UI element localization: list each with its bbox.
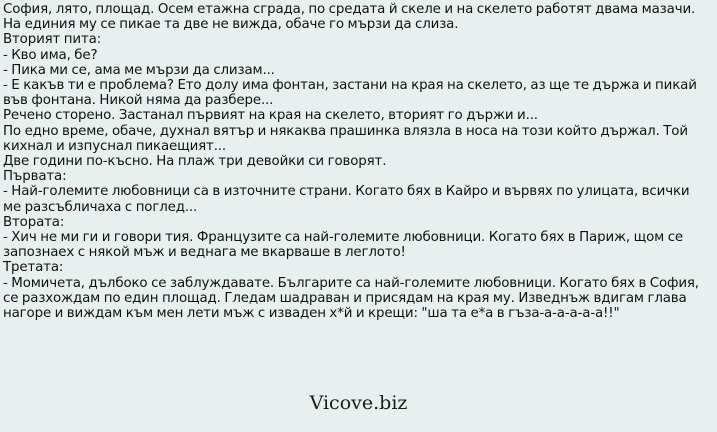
- joke-line: Две години по-късно. На плаж три девойки си говорят.: [3, 154, 387, 170]
- joke-line: Втората:: [3, 214, 65, 230]
- joke-line: - Кво има, бе?: [3, 47, 98, 63]
- joke-line: - Пика ми се, ама ме мързи да слизам...: [3, 62, 275, 78]
- joke-text-block: [3, 2, 711, 321]
- joke-line: - Момичета, дълбоко се заблуждавате. Българите са най-големите любовници. Когато бях в София, се разхождам по един площад. Гледам шадраван и присядам на края му. Изведнъж вдигам глава нагоре и виждам към мен лети мъж с изваден х*й и крещи: "ша та е*а в гъза-а-а-а-а-а!!": [3, 275, 703, 322]
- joke-line: Първата:: [3, 169, 67, 185]
- site-watermark: Vicove.biz: [309, 392, 408, 414]
- joke-line: Третата:: [3, 260, 64, 276]
- joke-line: - Хич не ми ги и говори тия. Французите са най-големите любовници. Когато бях в Париж, щом се запознаех с някой мъж и веднага ме вкарваше в леглото!: [3, 230, 687, 261]
- joke-line: Речено сторено. Застанал първият на края на скелето, вторият го държи и...: [3, 108, 538, 124]
- joke-line: - Най-големите любовници са в източните страни. Когато бях в Кайро и вървях по улицата, всички ме разсъбличаха с поглед...: [3, 184, 694, 215]
- joke-line: Вторият пита:: [3, 32, 102, 48]
- joke-line: - Е какъв ти е проблема? Ето долу има фонтан, застани на края на скелето, аз ще те държа и пикай във фонтана. Никой няма да разбере...: [3, 78, 701, 109]
- joke-line: По едно време, обаче, духнал вятър и някаква прашинка влязла в носа на този който държал. Той кихнал и изпуснал пикаещият...: [3, 123, 692, 154]
- joke-line: София, лято, площад. Осем етажна сграда, по средата й скеле и на скелето работят двама мазачи. На единия му се пикае та две не вижда, обаче го мързи да слиза.: [3, 2, 699, 33]
